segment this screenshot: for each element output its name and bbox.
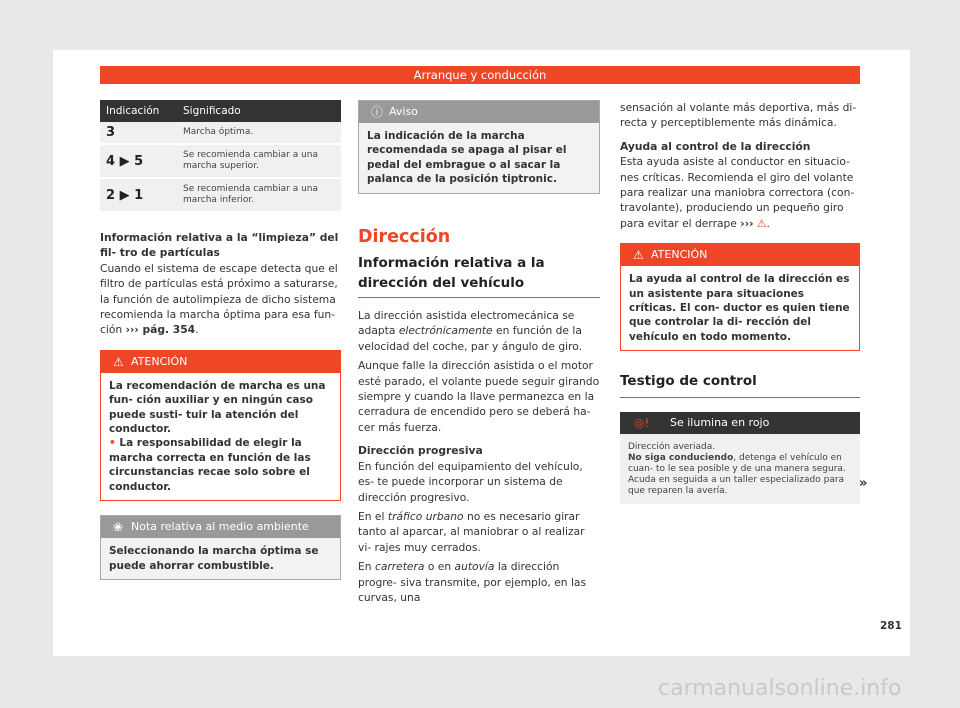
gear-meaning: Marcha óptima. xyxy=(177,122,341,144)
steering-warning-icon: ◎! xyxy=(634,416,650,431)
aviso-title: Aviso xyxy=(389,105,418,118)
gear-indicator: 3 xyxy=(100,122,177,144)
gear-meaning: Se recomienda cambiar a una marcha superior. xyxy=(177,144,341,178)
atencion-bullet: • La responsabilidad de elegir la marcha correcta en función de las circunstancias recae solo sobre el conductor. xyxy=(109,437,311,493)
column-1 xyxy=(100,100,341,580)
gear-indication-table xyxy=(100,100,341,213)
aviso-text: La indicación de la marcha recomendada se apaga al pisar el pedal del embrague o al sacar la palanca de la posición tiptronic. xyxy=(359,123,599,193)
atencion-header xyxy=(621,244,859,266)
table-row xyxy=(100,122,341,144)
medio-ambiente-text: Seleccionando la marcha óptima se puede ahorrar combustible. xyxy=(101,538,340,579)
section-title: Arranque y conducción xyxy=(413,68,547,82)
column-3 xyxy=(620,100,860,504)
direccion-title: Dirección xyxy=(358,226,451,247)
medio-ambiente-title: Nota relativa al medio ambiente xyxy=(131,520,309,534)
watermark: carmanualsonline.info xyxy=(658,676,902,701)
cross-reference[interactable]: ››› xyxy=(740,216,754,230)
testigo-body xyxy=(620,434,860,504)
paragraph: En el tráfico urbano no es necesario girar tanto al aparcar, al maniobrar o al realizar vi- rajes muy cerrados. xyxy=(358,509,585,554)
aviso-header xyxy=(359,101,599,123)
paragraph: Esta ayuda asiste al conductor en situacio- nes críticas. Recomienda el giro del volante para realizar una maniobra correctora (con- travolante), produciendo un pequeño giro para evitar el derrape ››› ⚠. xyxy=(620,155,855,230)
atencion-body xyxy=(101,373,340,500)
page-reference[interactable]: ››› pág. 354 xyxy=(125,323,196,337)
testigo-line: Acuda en seguida a un taller especializado para que reparen la avería. xyxy=(628,475,845,497)
paragraph: Aunque falle la dirección asistida o el motor esté parado, el volante puede seguir girando siempre y cuando la llave permanezca en la cerradura de encendido pero se deberá ha- cer más fuerza. xyxy=(358,359,600,434)
gear-indicator: 4 ▶ 5 xyxy=(100,144,177,178)
atencion-text: La recomendación de marcha es una fun- ción auxiliar y en ningún caso puede susti- tuir la atención del conductor. xyxy=(109,379,326,436)
table-row xyxy=(100,178,341,212)
table-row xyxy=(100,144,341,178)
info-heading-block xyxy=(358,253,600,298)
testigo-table xyxy=(620,412,860,504)
paragraph: En función del equipamiento del vehículo, es- te puede incorporar un sistema de dirección progresivo. xyxy=(358,459,583,504)
medio-ambiente-header xyxy=(101,516,340,538)
warning-icon: ⚠ xyxy=(113,354,124,369)
medio-ambiente-box xyxy=(100,515,341,580)
atencion-box xyxy=(100,350,341,501)
continue-icon: » xyxy=(859,476,868,491)
testigo-heading: Testigo de control xyxy=(620,373,757,390)
section-header-bar xyxy=(100,66,860,84)
testigo-header xyxy=(620,412,860,434)
paragraph: En carretera o en autovía la dirección progre- siva transmite, por ejemplo, en las curvas, una xyxy=(358,560,587,604)
bullet-icon: • xyxy=(109,437,116,450)
gear-meaning: Se recomienda cambiar a una marcha inferior. xyxy=(177,178,341,212)
page-number: 281 xyxy=(880,620,902,632)
testigo-line: No siga conduciendo, detenga el vehículo en cuan- to le sea posible y de una manera segura. xyxy=(628,453,846,475)
testigo-header-text: Se ilumina en rojo xyxy=(670,416,770,430)
info-icon: ⓘ xyxy=(371,105,384,119)
aviso-box xyxy=(358,100,600,194)
info-heading: Información relativa a la dirección del vehículo xyxy=(358,255,545,292)
progresiva-heading: Dirección progresiva xyxy=(358,444,483,458)
warning-icon: ⚠ xyxy=(633,248,644,263)
atencion-title: ATENCIÓN xyxy=(651,248,708,262)
warning-icon: ⚠ xyxy=(756,216,767,230)
atencion-box xyxy=(620,243,860,351)
table-header-indicacion: Indicación xyxy=(100,100,177,122)
paragraph: La dirección asistida electromecánica se adapta electrónicamente en función de la velocidad del coche, par y ángulo de giro. xyxy=(358,309,582,353)
atencion-text: La ayuda al control de la dirección es un asistente para situaciones críticas. El con- ductor es quien tiene que controlar la di- rección del vehículo en todo momento. xyxy=(629,273,850,343)
table-header-significado: Significado xyxy=(177,100,341,122)
atencion-title: ATENCIÓN xyxy=(131,354,188,368)
testigo-heading-block xyxy=(620,371,860,398)
particulas-heading: Información relativa a la “limpieza” del fil- tro de partículas xyxy=(100,231,339,260)
particulas-text: Cuando el sistema de escape detecta que el filtro de partículas está próximo a saturarse, la función de autolimpieza de dicho sistema recomienda la marcha óptima para esa fun- ción ››› pág. 354. xyxy=(100,261,338,337)
ayuda-heading: Ayuda al control de la dirección xyxy=(620,139,811,153)
gear-indicator: 2 ▶ 1 xyxy=(100,178,177,212)
column-2 xyxy=(358,100,600,605)
testigo-line: Dirección averiada. xyxy=(628,442,716,453)
paragraph: sensación al volante más deportiva, más di- recta y perceptiblemente más dinámica. xyxy=(620,101,857,130)
leaf-icon: ❀ xyxy=(113,520,124,535)
atencion-header xyxy=(101,351,340,373)
